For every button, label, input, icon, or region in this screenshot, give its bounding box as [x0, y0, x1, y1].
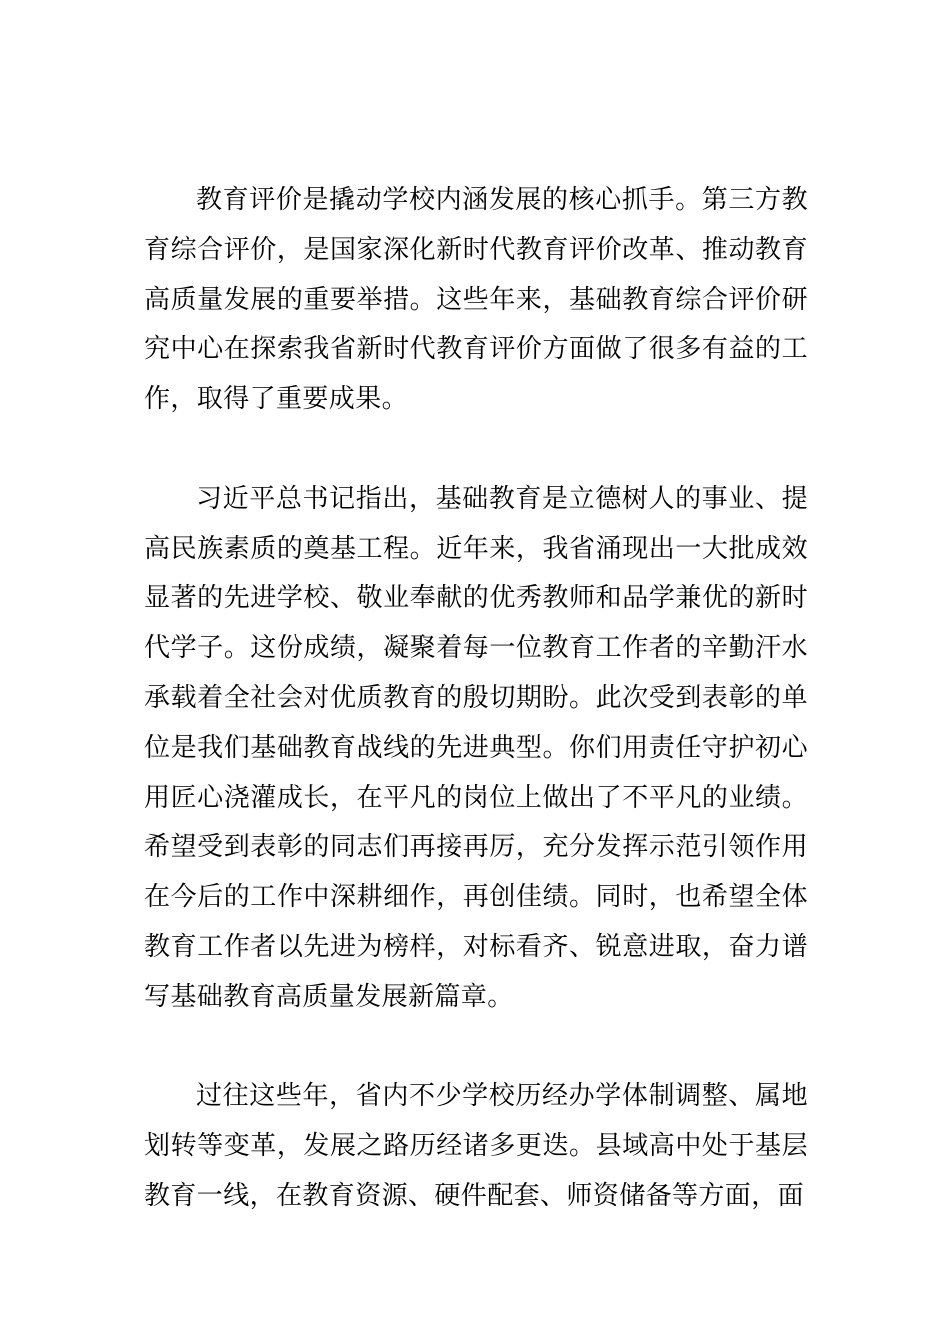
paragraph-school-reforms: 过往这些年，省内不少学校历经办学体制调整、属地划转等变革，发展之路历经诸多更迭。县域高中处于基层教育一线，在教育资源、硬件配套、师资储备等方面，面 [144, 1081, 808, 1211]
paragraph-basic-education-commendation: 习近平总书记指出，基础教育是立德树人的事业、提高民族素质的奠基工程。近年来，我省涌现出一大批成效显著的先进学校、敬业奉献的优秀教师和品学兼优的新时代学子。这份成绩，凝聚着每一位教育工作者的辛勤汗水承载着全社会对优质教育的殷切期盼。此次受到表彰的单位是我们基础教育战线的先进典型。你们用责任守护初心用匠心浇灌成长，在平凡的岗位上做出了不平凡的业绩。希望受到表彰的同志们再接再厉，充分发挥示范引领作用在今后的工作中深耕细作，再创佳绩。同时，也希望全体教育工作者以先进为榜样，对标看齐、锐意进取，奋力谱写基础教育高质量发展新篇章。 [144, 483, 808, 1012]
paragraph-education-evaluation: 教育评价是撬动学校内涵发展的核心抓手。第三方教育综合评价，是国家深化新时代教育评价改革、推动教育高质量发展的重要举措。这些年来，基础教育综合评价研究中心在探索我省新时代教育评价方面做了很多有益的工作，取得了重要成果。 [144, 185, 808, 415]
document-body [144, 176, 808, 1222]
